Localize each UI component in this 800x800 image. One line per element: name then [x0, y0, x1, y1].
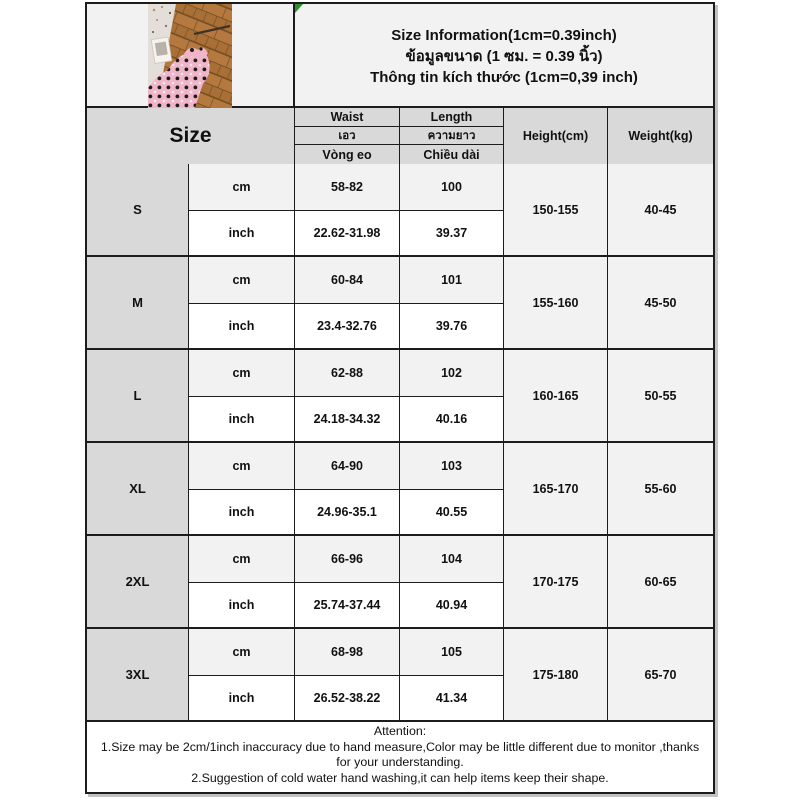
- length-cm-value: 105: [400, 629, 504, 676]
- waist-inch-value: 24.96-35.1: [295, 490, 400, 535]
- unit-label-cm: cm: [189, 443, 295, 490]
- waist-cm-value: 58-82: [295, 164, 400, 211]
- title-english: Size Information(1cm=0.39inch): [391, 26, 617, 44]
- weight-value: 55-60: [608, 443, 713, 534]
- length-inch-value: 40.94: [400, 583, 504, 628]
- weight-value: 45-50: [608, 257, 713, 348]
- weight-value: 40-45: [608, 164, 713, 255]
- waist-inch-value: 25.74-37.44: [295, 583, 400, 628]
- waist-inch-value: 22.62-31.98: [295, 211, 400, 256]
- title-thai: ข้อมูลขนาด (1 ซม. = 0.39 นิ้ว): [405, 47, 603, 65]
- waist-inch-value: 23.4-32.76: [295, 304, 400, 349]
- length-inch-value: 39.37: [400, 211, 504, 256]
- length-cm-value: 102: [400, 350, 504, 397]
- waist-header-en: Waist: [295, 108, 400, 127]
- unit-label-cm: cm: [189, 629, 295, 676]
- waist-cm-value: 68-98: [295, 629, 400, 676]
- product-photo-cell: [87, 4, 295, 106]
- height-value: 165-170: [504, 443, 608, 534]
- table-row-group-l: [87, 350, 713, 443]
- size-information-title-box: [295, 4, 713, 106]
- unit-label-cm: cm: [189, 350, 295, 397]
- height-value: 175-180: [504, 629, 608, 720]
- size-label: M: [87, 257, 189, 348]
- waist-cm-value: 66-96: [295, 536, 400, 583]
- attention-note-2: 2.Suggestion of cold water hand washing,it can help items keep their shape.: [191, 770, 609, 785]
- waist-inch-value: 24.18-34.32: [295, 397, 400, 442]
- unit-label-inch: inch: [189, 583, 295, 628]
- size-label: L: [87, 350, 189, 441]
- length-header-en: Length: [400, 108, 504, 127]
- attention-title: Attention:: [373, 724, 427, 738]
- waist-header-vi: Vòng eo: [295, 145, 400, 164]
- size-column-header: Size: [87, 108, 295, 164]
- table-row-group-m: [87, 257, 713, 350]
- length-cm-value: 104: [400, 536, 504, 583]
- waist-cm-value: 62-88: [295, 350, 400, 397]
- length-cm-value: 101: [400, 257, 504, 304]
- length-inch-value: 40.55: [400, 490, 504, 535]
- unit-label-cm: cm: [189, 164, 295, 211]
- unit-label-cm: cm: [189, 536, 295, 583]
- length-inch-value: 40.16: [400, 397, 504, 442]
- waist-header-th: เอว: [295, 127, 400, 145]
- unit-label-cm: cm: [189, 257, 295, 304]
- waist-cm-value: 60-84: [295, 257, 400, 304]
- waist-inch-value: 26.52-38.22: [295, 676, 400, 721]
- table-row-group-s: [87, 164, 713, 257]
- weight-column-header: Weight(kg): [608, 108, 713, 164]
- table-row-group-2xl: [87, 536, 713, 629]
- weight-value: 65-70: [608, 629, 713, 720]
- length-inch-value: 39.76: [400, 304, 504, 349]
- height-value: 155-160: [504, 257, 608, 348]
- weight-value: 60-65: [608, 536, 713, 627]
- weight-value: 50-55: [608, 350, 713, 441]
- height-value: 150-155: [504, 164, 608, 255]
- waist-cm-value: 64-90: [295, 443, 400, 490]
- length-cm-value: 100: [400, 164, 504, 211]
- title-vietnamese: Thông tin kích thước (1cm=0,39 inch): [370, 68, 638, 86]
- height-value: 170-175: [504, 536, 608, 627]
- length-header-vi: Chiều dài: [400, 145, 504, 164]
- unit-label-inch: inch: [189, 676, 295, 721]
- unit-label-inch: inch: [189, 490, 295, 535]
- size-label: 3XL: [87, 629, 189, 720]
- unit-label-inch: inch: [189, 397, 295, 442]
- size-label: 2XL: [87, 536, 189, 627]
- size-label: S: [87, 164, 189, 255]
- attention-note: [87, 722, 713, 792]
- unit-label-inch: inch: [189, 211, 295, 256]
- size-label: XL: [87, 443, 189, 534]
- height-value: 160-165: [504, 350, 608, 441]
- length-cm-value: 103: [400, 443, 504, 490]
- length-inch-value: 41.34: [400, 676, 504, 721]
- unit-label-inch: inch: [189, 304, 295, 349]
- height-column-header: Height(cm): [504, 108, 608, 164]
- table-row-group-3xl: [87, 629, 713, 722]
- top-section: [87, 4, 713, 108]
- length-header-th: ความยาว: [400, 127, 504, 145]
- table-row-group-xl: [87, 443, 713, 536]
- table-header-band: [87, 108, 713, 164]
- product-photo: [148, 4, 232, 108]
- green-corner-flag: [295, 4, 303, 13]
- size-chart-sheet: [85, 2, 715, 794]
- attention-note-1: 1.Size may be 2cm/1inch inaccuracy due to hand measure,Color may be little different due to monitor ,thanks for your understanding.: [100, 739, 700, 769]
